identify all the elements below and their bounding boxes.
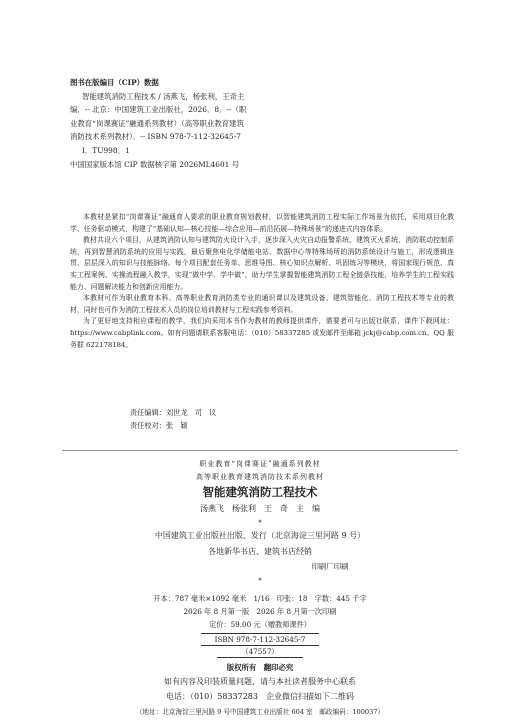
intro-paragraph: 本教材可作为职业教育本科、高等职业教育消防类专业的通识课以及建筑设备、建筑智能化、消防工程技术等专业的教材，同时也可作为消防工程技术人员的岗位培训教材与工程实践参考资料。 xyxy=(70,294,454,314)
cip-block xyxy=(70,76,450,171)
intro-paragraph: 为了更好地支持相应课程的教学，我们向采用本书作为教材的教师提供课件，需要者可与出版社联系，课件下载网址：https://www.cabplink.com。如有问题请联系客服电话：（010）58337285 或发邮件至邮箱 jckj@cabp.com.cn。QQ 服务群 622178184。 xyxy=(70,317,454,349)
publisher-address: （地址：北京海淀三里河路 9 号中国建筑工业出版社 604 室 邮政编码：100037） xyxy=(135,708,385,716)
series-name: 高等职业教育建筑消防技术系列教材 xyxy=(196,473,324,481)
isbn: ISBN 978-7-112-32645-7 xyxy=(201,633,320,646)
edition-info: 2026 年 8 月第一版 2026 年 8 月第一次印刷 xyxy=(183,607,337,616)
distributor-line: 各地新华书店、建筑书店经销 xyxy=(208,547,312,556)
book-code: （47557） xyxy=(217,646,302,658)
separator-star: * xyxy=(258,519,262,527)
editors-block xyxy=(130,406,216,433)
cip-line: 编．-- 北京：中国建筑工业出版社，2026．8．--（职 xyxy=(70,105,247,115)
book-introduction xyxy=(70,212,454,351)
responsible-proofreader: 责任校对：张 颖 xyxy=(130,421,188,431)
quality-contact: 如有内容及印装质量问题，请与本社读者服务中心联系 xyxy=(164,677,356,686)
printer-line: 印刷厂印刷 xyxy=(311,562,349,571)
publisher-line: 中国建筑工业出版社出版、发行（北京海淀三里河路 9 号） xyxy=(154,531,366,540)
divider xyxy=(62,450,458,451)
intro-paragraph: 本教材是紧扣“岗课赛证”融通育人要求的职业教育规划教材，以智能建筑消防工程实际工作场景为依托，采用项目化教学、任务驱动模式，构建了“基础认知—核心技能—综合应用—前沿拓展—特殊场景”的递进式内容体系。 xyxy=(70,213,454,233)
contact-phone: 电话：（010）58337283 企业微信扫描如下二维码 xyxy=(166,692,354,701)
price: 定价：59.00 元（赠教师课件） xyxy=(209,620,311,629)
intro-paragraph: 教材共设六个项目，从建筑消防认知与建筑防火设计入手，逐步深入火灾自动报警系统、建筑灭火系统、消防联动控制系统，再到智慧消防系统的应用与实践，最后聚焦电化学储能电站、数据中心等特殊场所的消防系统设计与施工，形成逻辑连贯、层层深入的知识与技能脉络。每个项目配套任务单、思维导图、核心知识点解析、巩固练习等模块，将国家现行规范、真实工程案例、实操流程融入教学，实现“做中学、学中做”，助力学生掌握智能建筑消防工程全链条技能，培养学生的工程实践能力、问题解决能力和创新应用能力。 xyxy=(70,236,454,291)
cip-number: 中国国家版本馆 CIP 数据核字第 2026ML4601 号 xyxy=(70,159,240,169)
cip-classification: Ⅰ．TU998．1 xyxy=(82,145,130,155)
format-spec: 开本：787 毫米×1092 毫米 1/16 印张：18 字数：445 千字 xyxy=(153,594,367,603)
separator-star: * xyxy=(258,577,262,585)
cip-line: 业教育“岗课赛证”融通系列教材）（高等职业教育建筑 xyxy=(70,118,244,128)
responsible-editor: 责任编辑：刘世龙 司 议 xyxy=(130,408,217,417)
copyright-notice: 版权所有 翻印必究 xyxy=(226,663,294,672)
book-title: 智能建筑消防工程技术 xyxy=(202,485,318,499)
book-authors: 汤燕飞 杨张利 王 奇 主 编 xyxy=(200,504,320,513)
cip-line: 智能建筑消防工程技术 / 汤燕飞，杨张利，王奇主 xyxy=(82,91,245,101)
cip-line: 消防技术系列教材）．-- ISBN 978-7-112-32645-7 xyxy=(70,132,241,142)
cip-title: 图书在版编目（CIP）数据 xyxy=(70,78,159,87)
series-name: 职业教育“岗课赛证”融通系列教材 xyxy=(199,460,321,468)
